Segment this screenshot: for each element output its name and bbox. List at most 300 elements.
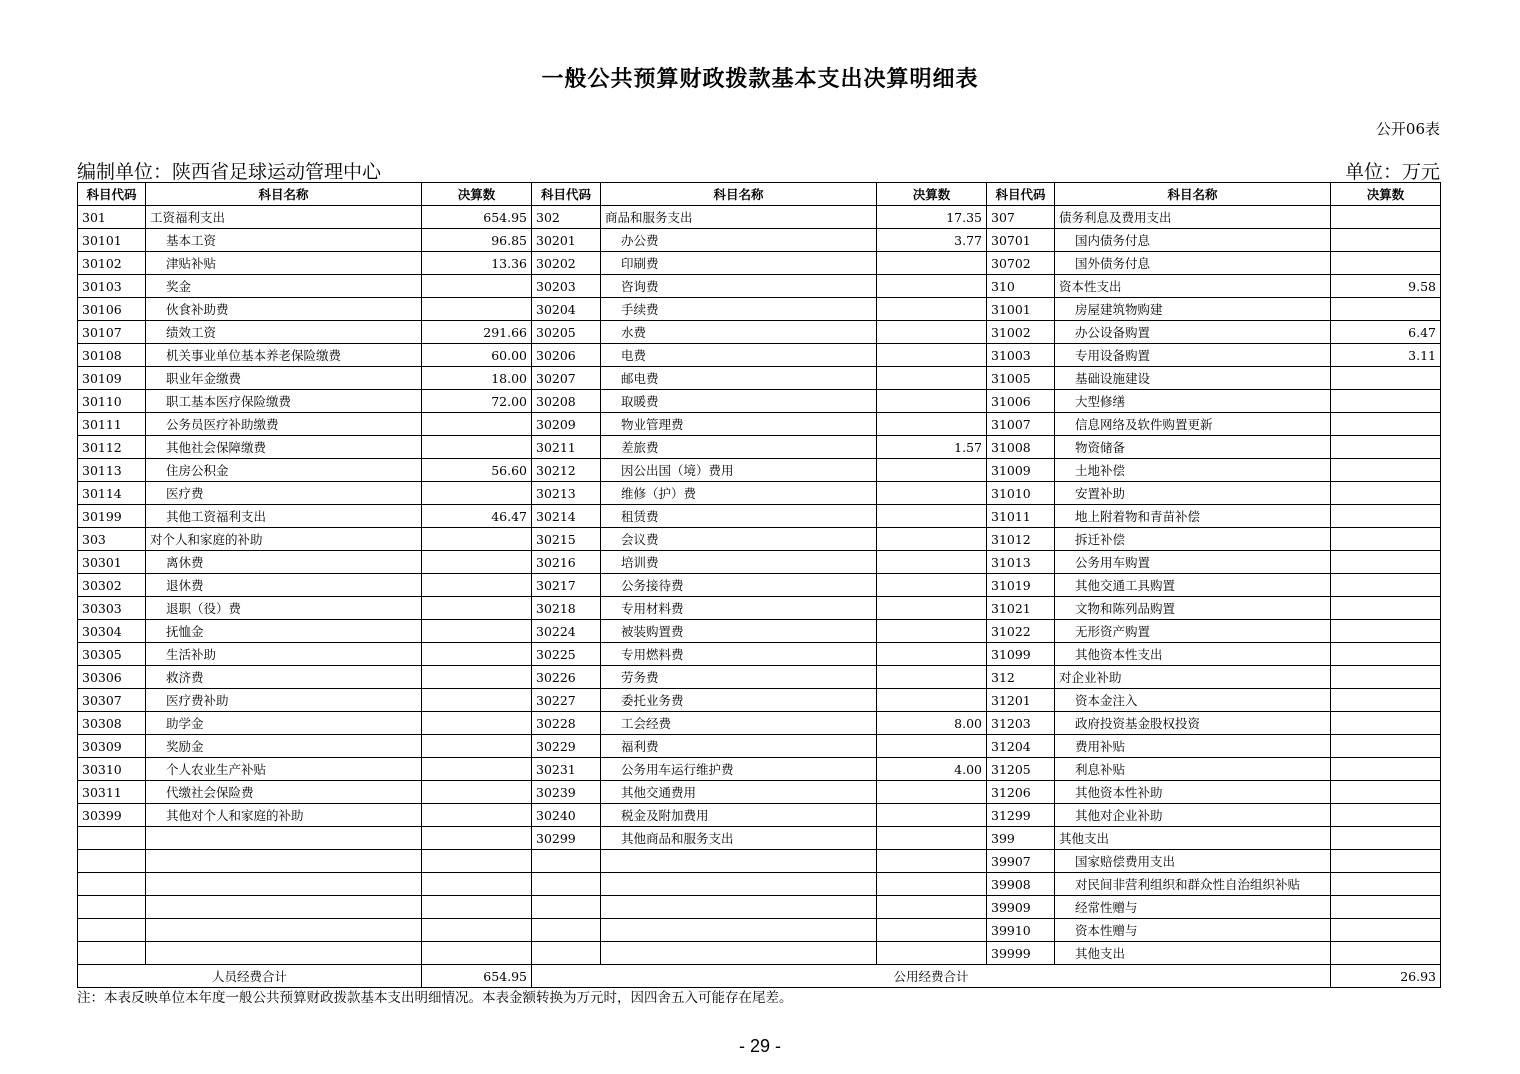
header-amount-1: 决算数 <box>422 183 532 206</box>
subject-name-cell: 租赁费 <box>601 505 877 528</box>
amount-cell <box>1331 436 1441 459</box>
subject-code-cell <box>532 919 601 942</box>
subject-name-cell: 政府投资基金股权投资 <box>1055 712 1331 735</box>
subject-code-cell <box>532 873 601 896</box>
subject-code-cell: 30107 <box>78 321 146 344</box>
subject-name-cell: 商品和服务支出 <box>601 206 877 229</box>
header-amount-3: 决算数 <box>1331 183 1441 206</box>
table-row <box>78 321 1441 344</box>
table-body <box>78 206 1441 965</box>
subject-code-cell: 30702 <box>987 252 1055 275</box>
amount-cell <box>422 758 532 781</box>
table-row <box>78 758 1441 781</box>
subject-code-cell: 30305 <box>78 643 146 666</box>
subject-name-cell: 维修（护）费 <box>601 482 877 505</box>
subject-name-cell: 资本金注入 <box>1055 689 1331 712</box>
subject-name-cell: 职业年金缴费 <box>146 367 422 390</box>
amount-cell <box>877 482 987 505</box>
subject-name-cell: 印刷费 <box>601 252 877 275</box>
form-code: 公开06表 <box>1375 120 1440 138</box>
subject-name-cell: 地上附着物和青苗补偿 <box>1055 505 1331 528</box>
subject-code-cell: 30229 <box>532 735 601 758</box>
subject-name-cell: 无形资产购置 <box>1055 620 1331 643</box>
subject-code-cell: 39908 <box>987 873 1055 896</box>
subject-name-cell: 生活补助 <box>146 643 422 666</box>
amount-cell <box>877 413 987 436</box>
subject-name-cell: 物业管理费 <box>601 413 877 436</box>
subject-name-cell <box>601 850 877 873</box>
subject-code-cell: 30306 <box>78 666 146 689</box>
subject-code-cell: 31203 <box>987 712 1055 735</box>
subject-name-cell: 债务利息及费用支出 <box>1055 206 1331 229</box>
amount-cell <box>422 597 532 620</box>
subject-name-cell <box>601 919 877 942</box>
amount-cell <box>877 942 987 965</box>
subject-name-cell: 专用材料费 <box>601 597 877 620</box>
subject-name-cell: 邮电费 <box>601 367 877 390</box>
subject-code-cell: 30202 <box>532 252 601 275</box>
amount-cell <box>422 413 532 436</box>
subject-name-cell: 个人农业生产补贴 <box>146 758 422 781</box>
amount-cell <box>1331 942 1441 965</box>
subject-name-cell: 其他工资福利支出 <box>146 505 422 528</box>
amount-cell <box>422 528 532 551</box>
table-row <box>78 735 1441 758</box>
subject-name-cell <box>601 873 877 896</box>
table-row <box>78 229 1441 252</box>
subject-name-cell: 基本工资 <box>146 229 422 252</box>
subject-name-cell: 委托业务费 <box>601 689 877 712</box>
subject-code-cell <box>532 896 601 919</box>
subject-name-cell: 工会经费 <box>601 712 877 735</box>
amount-cell <box>877 390 987 413</box>
subject-name-cell: 公务用车运行维护费 <box>601 758 877 781</box>
subject-code-cell: 31099 <box>987 643 1055 666</box>
amount-cell <box>1331 505 1441 528</box>
amount-cell <box>877 873 987 896</box>
subject-code-cell: 30111 <box>78 413 146 436</box>
subject-name-cell: 拆迁补偿 <box>1055 528 1331 551</box>
amount-cell <box>1331 781 1441 804</box>
subject-name-cell: 电费 <box>601 344 877 367</box>
amount-cell <box>1331 919 1441 942</box>
subject-name-cell <box>146 919 422 942</box>
subject-code-cell: 31022 <box>987 620 1055 643</box>
subject-code-cell: 31012 <box>987 528 1055 551</box>
subject-name-cell: 专用燃料费 <box>601 643 877 666</box>
subject-code-cell: 30303 <box>78 597 146 620</box>
amount-cell <box>877 919 987 942</box>
subject-name-cell: 救济费 <box>146 666 422 689</box>
amount-cell <box>1331 459 1441 482</box>
subject-name-cell: 利息补贴 <box>1055 758 1331 781</box>
subject-code-cell: 30103 <box>78 275 146 298</box>
table-row <box>78 436 1441 459</box>
amount-cell: 654.95 <box>422 206 532 229</box>
subject-name-cell <box>146 827 422 850</box>
subject-name-cell: 奖金 <box>146 275 422 298</box>
table-row <box>78 528 1441 551</box>
subject-name-cell: 办公费 <box>601 229 877 252</box>
amount-cell <box>1331 413 1441 436</box>
subject-code-cell: 30216 <box>532 551 601 574</box>
subject-code-cell: 312 <box>987 666 1055 689</box>
subject-code-cell: 31019 <box>987 574 1055 597</box>
amount-cell <box>877 804 987 827</box>
subject-code-cell: 31205 <box>987 758 1055 781</box>
table-row <box>78 804 1441 827</box>
subject-name-cell: 奖励金 <box>146 735 422 758</box>
amount-cell <box>1331 850 1441 873</box>
subject-name-cell: 工资福利支出 <box>146 206 422 229</box>
subject-name-cell: 福利费 <box>601 735 877 758</box>
subject-code-cell: 30114 <box>78 482 146 505</box>
subject-code-cell: 30207 <box>532 367 601 390</box>
amount-cell <box>1331 666 1441 689</box>
amount-cell: 1.57 <box>877 436 987 459</box>
amount-cell <box>877 275 987 298</box>
subject-name-cell: 其他商品和服务支出 <box>601 827 877 850</box>
subject-code-cell <box>78 919 146 942</box>
subject-code-cell: 31201 <box>987 689 1055 712</box>
amount-cell <box>877 827 987 850</box>
amount-cell: 13.36 <box>422 252 532 275</box>
amount-cell: 6.47 <box>1331 321 1441 344</box>
amount-cell <box>877 367 987 390</box>
subject-code-cell <box>532 850 601 873</box>
footnote: 注：本表反映单位本年度一般公共预算财政拨款基本支出明细情况。本表金额转换为万元时，因四舍五入可能存在尾差。 <box>77 990 793 1006</box>
table-row <box>78 206 1441 229</box>
amount-cell <box>877 344 987 367</box>
table-row <box>78 459 1441 482</box>
subject-name-cell <box>601 896 877 919</box>
subject-code-cell: 30106 <box>78 298 146 321</box>
amount-cell <box>422 620 532 643</box>
table-row <box>78 942 1441 965</box>
subject-code-cell: 31013 <box>987 551 1055 574</box>
amount-cell <box>877 574 987 597</box>
subject-code-cell: 30302 <box>78 574 146 597</box>
subject-code-cell: 30310 <box>78 758 146 781</box>
subject-name-cell: 津贴补贴 <box>146 252 422 275</box>
table-row <box>78 666 1441 689</box>
subject-name-cell: 资本性赠与 <box>1055 919 1331 942</box>
subject-name-cell: 大型修缮 <box>1055 390 1331 413</box>
subject-name-cell: 费用补贴 <box>1055 735 1331 758</box>
subject-name-cell: 对企业补助 <box>1055 666 1331 689</box>
subject-code-cell: 301 <box>78 206 146 229</box>
header-code-1: 科目代码 <box>78 183 146 206</box>
amount-cell <box>877 551 987 574</box>
amount-cell: 3.11 <box>1331 344 1441 367</box>
subject-code-cell: 31002 <box>987 321 1055 344</box>
subject-code-cell: 30301 <box>78 551 146 574</box>
subject-name-cell: 被装购置费 <box>601 620 877 643</box>
currency-unit-label: 单位：万元 <box>1344 161 1440 183</box>
subject-code-cell: 31003 <box>987 344 1055 367</box>
subject-code-cell: 30109 <box>78 367 146 390</box>
subject-name-cell: 物资储备 <box>1055 436 1331 459</box>
amount-cell <box>877 896 987 919</box>
subject-name-cell <box>601 942 877 965</box>
amount-cell <box>1331 620 1441 643</box>
subject-code-cell: 30299 <box>532 827 601 850</box>
amount-cell <box>422 827 532 850</box>
subject-name-cell: 因公出国（境）费用 <box>601 459 877 482</box>
subject-name-cell: 办公设备购置 <box>1055 321 1331 344</box>
subject-code-cell: 30205 <box>532 321 601 344</box>
subject-code-cell <box>78 896 146 919</box>
table-row <box>78 689 1441 712</box>
table-row <box>78 551 1441 574</box>
subject-code-cell: 30204 <box>532 298 601 321</box>
subject-code-cell: 30108 <box>78 344 146 367</box>
subject-name-cell: 其他对企业补助 <box>1055 804 1331 827</box>
amount-cell <box>422 942 532 965</box>
subject-code-cell: 30309 <box>78 735 146 758</box>
subject-name-cell: 助学金 <box>146 712 422 735</box>
subject-name-cell: 培训费 <box>601 551 877 574</box>
table-row <box>78 850 1441 873</box>
table-row <box>78 574 1441 597</box>
subject-name-cell: 其他资本性支出 <box>1055 643 1331 666</box>
amount-cell <box>422 689 532 712</box>
subject-name-cell: 基础设施建设 <box>1055 367 1331 390</box>
subject-code-cell: 31011 <box>987 505 1055 528</box>
subject-code-cell: 31006 <box>987 390 1055 413</box>
header-name-2: 科目名称 <box>601 183 877 206</box>
amount-cell <box>422 781 532 804</box>
header-code-3: 科目代码 <box>987 183 1055 206</box>
subject-code-cell: 310 <box>987 275 1055 298</box>
amount-cell: 291.66 <box>422 321 532 344</box>
subject-code-cell: 30227 <box>532 689 601 712</box>
amount-cell: 18.00 <box>422 367 532 390</box>
amount-cell <box>422 551 532 574</box>
amount-cell <box>1331 735 1441 758</box>
subject-code-cell <box>78 873 146 896</box>
subject-code-cell: 30110 <box>78 390 146 413</box>
amount-cell <box>422 850 532 873</box>
subject-name-cell: 国外债务付息 <box>1055 252 1331 275</box>
subject-code-cell <box>78 850 146 873</box>
subject-name-cell: 医疗费 <box>146 482 422 505</box>
table-row <box>78 390 1441 413</box>
subject-code-cell: 30231 <box>532 758 601 781</box>
subject-name-cell: 其他资本性补助 <box>1055 781 1331 804</box>
amount-cell <box>877 298 987 321</box>
subject-code-cell: 30304 <box>78 620 146 643</box>
subject-code-cell: 31204 <box>987 735 1055 758</box>
subject-name-cell: 对民间非营利组织和群众性自治组织补贴 <box>1055 873 1331 896</box>
amount-cell <box>422 275 532 298</box>
amount-cell <box>877 850 987 873</box>
header-name-1: 科目名称 <box>146 183 422 206</box>
subject-code-cell: 39999 <box>987 942 1055 965</box>
header-name-3: 科目名称 <box>1055 183 1331 206</box>
subject-name-cell: 离休费 <box>146 551 422 574</box>
subject-code-cell: 30308 <box>78 712 146 735</box>
subject-code-cell: 30214 <box>532 505 601 528</box>
subject-code-cell: 30239 <box>532 781 601 804</box>
amount-cell <box>422 482 532 505</box>
subject-name-cell: 取暖费 <box>601 390 877 413</box>
subject-name-cell: 差旅费 <box>601 436 877 459</box>
table-row <box>78 919 1441 942</box>
table-row <box>78 620 1441 643</box>
amount-cell: 4.00 <box>877 758 987 781</box>
subject-name-cell <box>146 942 422 965</box>
subject-code-cell: 31009 <box>987 459 1055 482</box>
subject-code-cell: 31021 <box>987 597 1055 620</box>
amount-cell <box>422 804 532 827</box>
subject-name-cell: 经常性赠与 <box>1055 896 1331 919</box>
table-row <box>78 367 1441 390</box>
subject-code-cell: 31299 <box>987 804 1055 827</box>
totals-row <box>78 965 1441 988</box>
subject-name-cell: 劳务费 <box>601 666 877 689</box>
amount-cell <box>877 321 987 344</box>
amount-cell: 46.47 <box>422 505 532 528</box>
subject-code-cell: 30217 <box>532 574 601 597</box>
amount-cell <box>877 597 987 620</box>
subject-code-cell: 30701 <box>987 229 1055 252</box>
subject-code-cell: 30209 <box>532 413 601 436</box>
subject-name-cell <box>146 896 422 919</box>
subject-code-cell: 30228 <box>532 712 601 735</box>
amount-cell <box>877 735 987 758</box>
subject-name-cell: 其他对个人和家庭的补助 <box>146 804 422 827</box>
subject-code-cell: 307 <box>987 206 1055 229</box>
subject-code-cell: 39910 <box>987 919 1055 942</box>
table-row <box>78 505 1441 528</box>
amount-cell <box>422 666 532 689</box>
subject-code-cell: 30201 <box>532 229 601 252</box>
subject-code-cell: 31206 <box>987 781 1055 804</box>
amount-cell <box>877 505 987 528</box>
subject-name-cell <box>146 850 422 873</box>
amount-cell <box>1331 896 1441 919</box>
subject-code-cell: 30113 <box>78 459 146 482</box>
amount-cell <box>1331 206 1441 229</box>
subject-name-cell: 抚恤金 <box>146 620 422 643</box>
subject-name-cell: 退休费 <box>146 574 422 597</box>
subject-name-cell: 房屋建筑物购建 <box>1055 298 1331 321</box>
subject-name-cell: 机关事业单位基本养老保险缴费 <box>146 344 422 367</box>
subject-name-cell: 公务员医疗补助缴费 <box>146 413 422 436</box>
amount-cell <box>1331 597 1441 620</box>
subject-name-cell: 其他支出 <box>1055 942 1331 965</box>
subject-name-cell: 绩效工资 <box>146 321 422 344</box>
subject-code-cell: 30102 <box>78 252 146 275</box>
table-header-row <box>78 183 1441 206</box>
public-total-label: 公用经费合计 <box>532 965 1331 988</box>
subject-name-cell: 土地补偿 <box>1055 459 1331 482</box>
subject-code-cell: 30112 <box>78 436 146 459</box>
amount-cell <box>422 873 532 896</box>
subject-code-cell: 30226 <box>532 666 601 689</box>
table-row <box>78 643 1441 666</box>
subject-code-cell: 39907 <box>987 850 1055 873</box>
subject-name-cell: 职工基本医疗保险缴费 <box>146 390 422 413</box>
subject-code-cell: 39909 <box>987 896 1055 919</box>
table-row <box>78 712 1441 735</box>
subject-code-cell: 30240 <box>532 804 601 827</box>
subject-name-cell: 专用设备购置 <box>1055 344 1331 367</box>
amount-cell <box>1331 689 1441 712</box>
amount-cell: 60.00 <box>422 344 532 367</box>
subject-code-cell: 30224 <box>532 620 601 643</box>
subject-name-cell: 安置补助 <box>1055 482 1331 505</box>
amount-cell: 9.58 <box>1331 275 1441 298</box>
amount-cell <box>1331 758 1441 781</box>
subject-code-cell: 30218 <box>532 597 601 620</box>
subject-name-cell: 住房公积金 <box>146 459 422 482</box>
personnel-total-value: 654.95 <box>422 965 532 988</box>
subject-name-cell: 文物和陈列品购置 <box>1055 597 1331 620</box>
subject-code-cell: 302 <box>532 206 601 229</box>
subject-name-cell: 税金及附加费用 <box>601 804 877 827</box>
subject-code-cell: 30213 <box>532 482 601 505</box>
expenditure-table <box>77 182 1441 988</box>
amount-cell <box>1331 574 1441 597</box>
subject-code-cell: 30101 <box>78 229 146 252</box>
amount-cell <box>877 689 987 712</box>
organization-label: 编制单位：陕西省足球运动管理中心 <box>77 161 382 183</box>
amount-cell <box>1331 827 1441 850</box>
amount-cell <box>1331 528 1441 551</box>
subject-code-cell: 30311 <box>78 781 146 804</box>
page-title: 一般公共预算财政拨款基本支出决算明细表 <box>541 66 979 92</box>
subject-name-cell: 资本性支出 <box>1055 275 1331 298</box>
subject-name-cell: 其他交通工具购置 <box>1055 574 1331 597</box>
subject-code-cell: 30208 <box>532 390 601 413</box>
amount-cell <box>1331 298 1441 321</box>
amount-cell <box>1331 551 1441 574</box>
amount-cell <box>1331 643 1441 666</box>
subject-code-cell: 303 <box>78 528 146 551</box>
table-row <box>78 781 1441 804</box>
amount-cell <box>422 643 532 666</box>
subject-name-cell: 公务接待费 <box>601 574 877 597</box>
table-row <box>78 873 1441 896</box>
amount-cell <box>422 735 532 758</box>
amount-cell: 3.77 <box>877 229 987 252</box>
subject-name-cell: 水费 <box>601 321 877 344</box>
subject-name-cell <box>146 873 422 896</box>
subject-name-cell: 对个人和家庭的补助 <box>146 528 422 551</box>
amount-cell <box>877 620 987 643</box>
amount-cell <box>422 919 532 942</box>
subject-code-cell: 31005 <box>987 367 1055 390</box>
amount-cell <box>1331 390 1441 413</box>
subject-name-cell: 医疗费补助 <box>146 689 422 712</box>
subject-name-cell: 伙食补助费 <box>146 298 422 321</box>
table-row <box>78 344 1441 367</box>
subject-name-cell: 国内债务付息 <box>1055 229 1331 252</box>
subject-code-cell: 31001 <box>987 298 1055 321</box>
amount-cell <box>422 436 532 459</box>
subject-code-cell: 30212 <box>532 459 601 482</box>
amount-cell: 56.60 <box>422 459 532 482</box>
table-row <box>78 482 1441 505</box>
table-row <box>78 413 1441 436</box>
subject-name-cell: 国家赔偿费用支出 <box>1055 850 1331 873</box>
subject-name-cell: 咨询费 <box>601 275 877 298</box>
header-amount-2: 决算数 <box>877 183 987 206</box>
amount-cell <box>1331 712 1441 735</box>
subject-code-cell: 30215 <box>532 528 601 551</box>
